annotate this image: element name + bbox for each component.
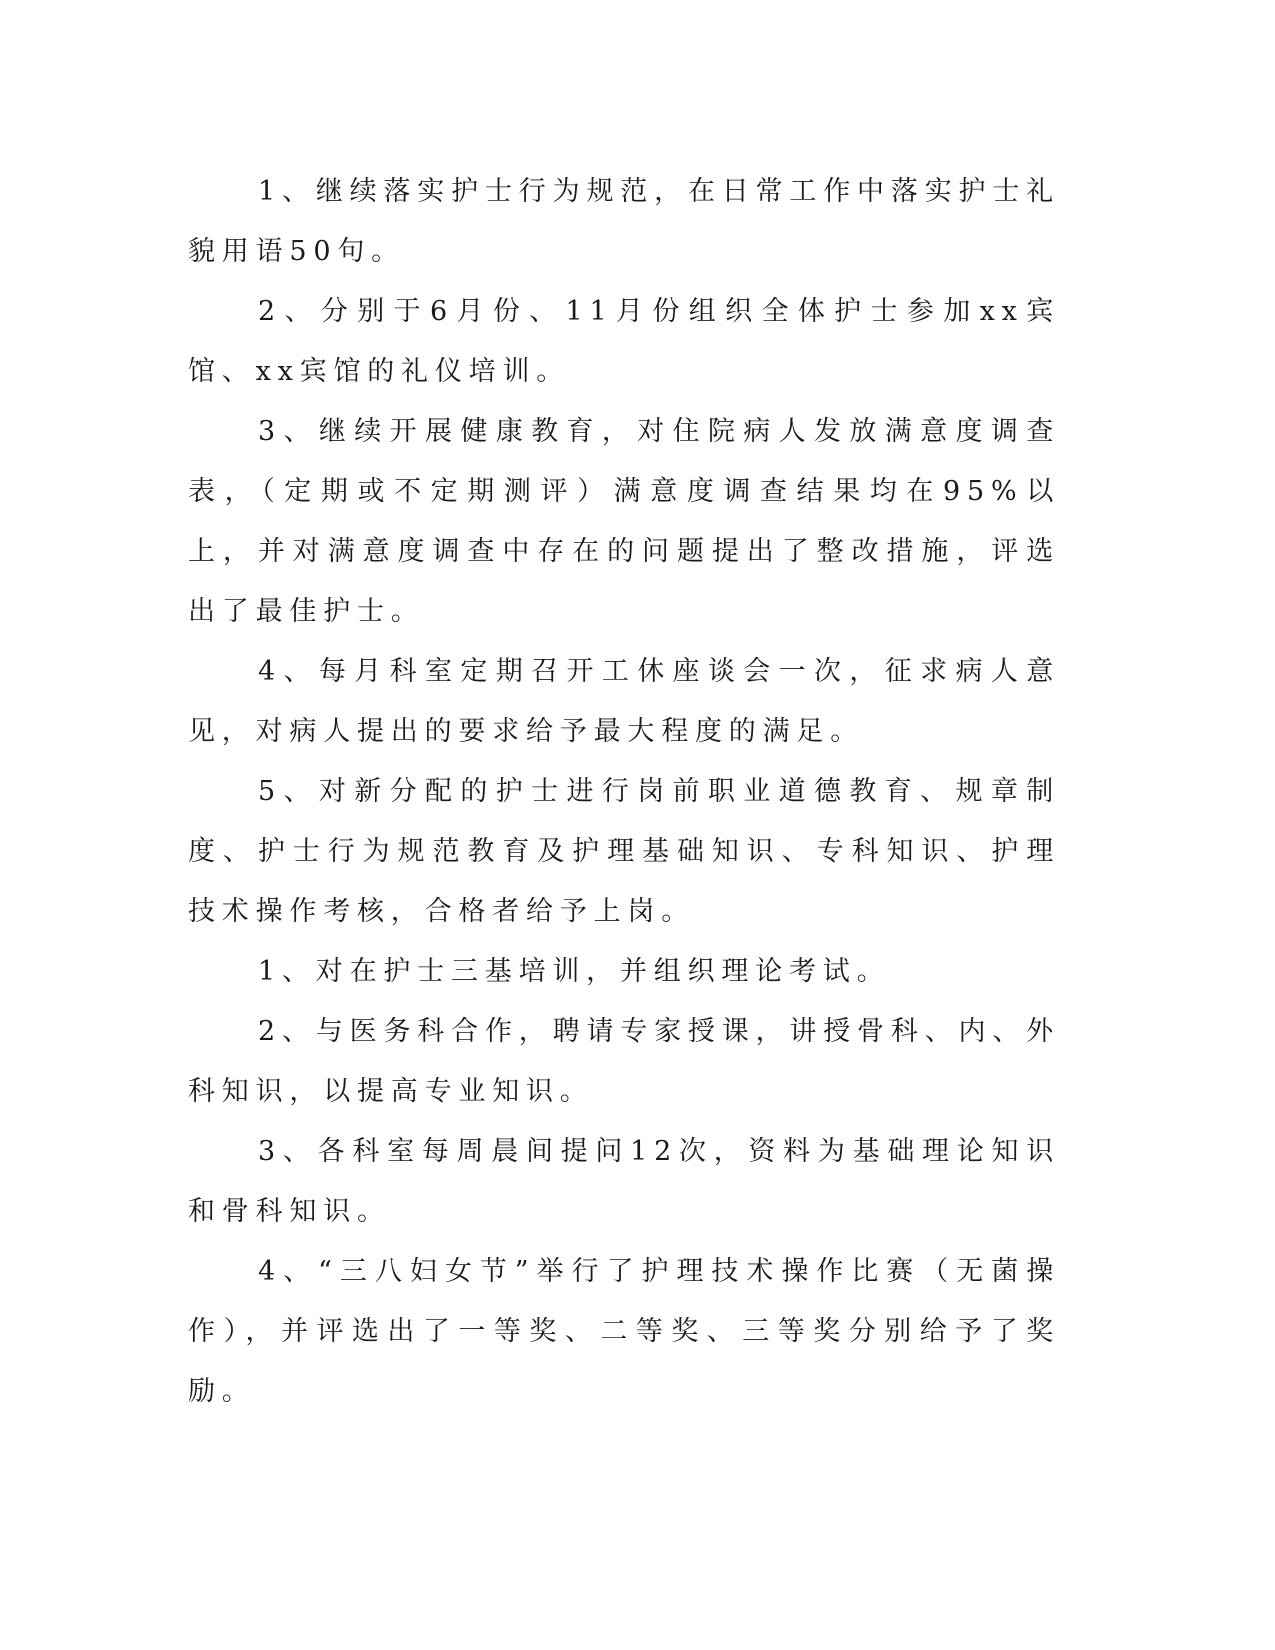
paragraph: 5、对新分配的护士进行岗前职业道德教育、规章制度、护士行为规范教育及护理基础知识、专科知识、护理技术操作考核，合格者给予上岗。	[188, 776, 1060, 927]
paragraph: 2、与医务科合作，聘请专家授课，讲授骨科、内、外科知识，以提高专业知识。	[188, 1016, 1060, 1107]
paragraph: 3、各科室每周晨间提问12次，资料为基础理论知识和骨科知识。	[188, 1136, 1060, 1227]
paragraph: 3、继续开展健康教育，对住院病人发放满意度调查表，（定期或不定期测评）满意度调查结果均在95%以上，并对满意度调查中存在的问题提出了整改措施，评选出了最佳护士。	[188, 416, 1060, 627]
document-body	[188, 162, 1060, 1422]
paragraph: 1、对在护士三基培训，并组织理论考试。	[258, 956, 891, 987]
paragraph: 2、分别于6月份、11月份组织全体护士参加xx宾馆、xx宾馆的礼仪培训。	[188, 296, 1060, 387]
paragraph: 4、每月科室定期召开工休座谈会一次，征求病人意见，对病人提出的要求给予最大程度的满足。	[188, 656, 1060, 747]
paragraph: 4、“三八妇女节”举行了护理技术操作比赛（无菌操作），并评选出了一等奖、二等奖、三等奖分别给予了奖励。	[188, 1256, 1060, 1407]
paragraph: 1、继续落实护士行为规范，在日常工作中落实护士礼貌用语50句。	[188, 176, 1060, 267]
